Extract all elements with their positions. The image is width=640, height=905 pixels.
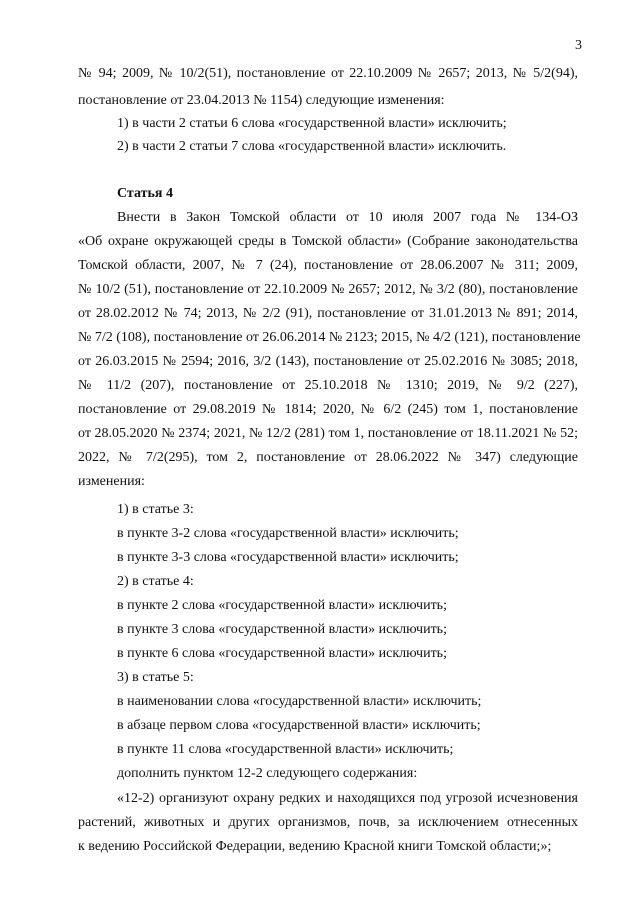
list-item: 2) в части 2 статьи 7 слова «государственной власти» исключить. (117, 139, 507, 154)
article-heading: Статья 4 (117, 186, 173, 201)
quote-line: «12-2) организуют охрану редких и находящихся под угрозой исчезновения (117, 791, 578, 806)
paragraph-line: от 26.03.2015 № 2594; 2016, 3/2 (143), постановление от 25.02.2016 № 3085; 2018, (78, 354, 578, 369)
paragraph-line: от 28.02.2012 № 74; 2013, № 2/2 (91), постановление от 31.01.2013 № 891; 2014, (78, 306, 578, 321)
list-item: 1) в части 2 статьи 6 слова «государственной власти» исключить; (117, 116, 507, 131)
list-item: в пункте 2 слова «государственной власти» исключить; (117, 598, 447, 613)
paragraph-line: № 10/2 (51), постановление от 22.10.2009 № 2657; 2012, № 3/2 (80), постановление (78, 282, 578, 297)
quote-line: к ведению Российской Федерации, ведению Красной книги Томской области;»; (78, 839, 552, 854)
list-item: 3) в статье 5: (117, 670, 194, 685)
paragraph-line: № 7/2 (108), постановление от 26.06.2014 № 2123; 2015, № 4/2 (121), постановление (78, 330, 581, 345)
paragraph-line: постановление от 29.08.2019 № 1814; 2020, № 6/2 (245) том 1, постановление (78, 402, 578, 417)
list-item: 2) в статье 4: (117, 574, 194, 589)
list-item: в абзаце первом слова «государственной власти» исключить; (117, 718, 481, 733)
paragraph-line: Внести в Закон Томской области от 10 июля 2007 года № 134-ОЗ (117, 210, 578, 225)
list-item: в пункте 3 слова «государственной власти» исключить; (117, 622, 447, 637)
page-number: 3 (575, 38, 582, 53)
paragraph-line: № 11/2 (207), постановление от 25.10.2018 № 1310; 2019, № 9/2 (227), (78, 378, 578, 393)
paragraph-line: от 28.05.2020 № 2374; 2021, № 12/2 (281) том 1, постановление от 18.11.2021 № 52; (78, 426, 578, 441)
list-item: в пункте 3-2 слова «государственной власти» исключить; (117, 526, 459, 541)
list-item: дополнить пунктом 12-2 следующего содержания: (117, 766, 418, 781)
list-item: в наименовании слова «государственной власти» исключить; (117, 694, 482, 709)
paragraph-line: изменения: (78, 474, 145, 489)
paragraph-line: «Об охране окружающей среды в Томской области» (Собрание законодательства (78, 234, 578, 249)
paragraph-line: Томской области, 2007, № 7 (24), постановление от 28.06.2007 № 311; 2009, (78, 258, 578, 273)
list-item: в пункте 3-3 слова «государственной власти» исключить; (117, 550, 459, 565)
paragraph-line: постановление от 23.04.2013 № 1154) следующие изменения: (78, 93, 445, 108)
paragraph-line: 2022, № 7/2(295), том 2, постановление от 28.06.2022 № 347) следующие (78, 450, 578, 465)
list-item: в пункте 11 слова «государственной власти» исключить; (117, 742, 454, 757)
list-item: 1) в статье 3: (117, 502, 194, 517)
quote-line: растений, животных и других организмов, почв, за исключением отнесенных (78, 815, 578, 830)
paragraph-line: № 94; 2009, № 10/2(51), постановление от 22.10.2009 № 2657; 2013, № 5/2(94), (78, 66, 578, 81)
list-item: в пункте 6 слова «государственной власти» исключить; (117, 646, 447, 661)
